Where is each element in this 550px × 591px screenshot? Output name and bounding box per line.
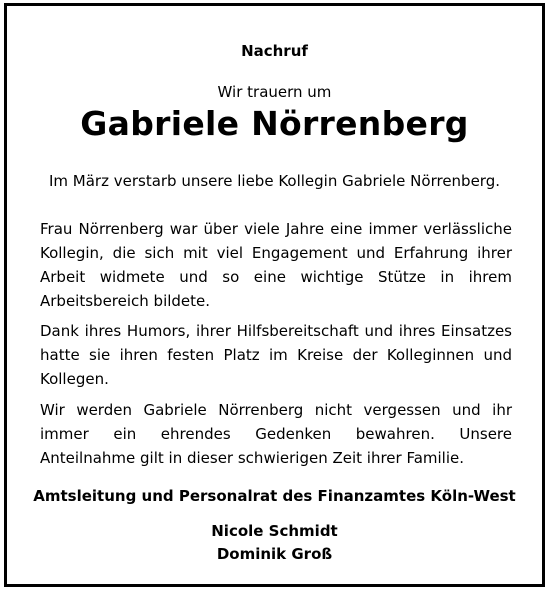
organization-line: Amtsleitung und Personalrat des Finanzamtes Köln-West — [33, 487, 516, 505]
lead-sentence: Im März verstarb unsere liebe Kollegin Gabriele Nörrenberg. — [48, 172, 500, 190]
intro-line: Wir trauern um — [217, 83, 332, 101]
paragraph-3: Wir werden Gabriele Nörrenberg nicht vergessen und ihr immer ein ehrendes Gedenken bewahren. Unsere Anteilnahme gilt in dieser schwierigen Zeit ihrer Familie. — [40, 401, 512, 467]
obituary-frame — [4, 3, 545, 587]
notice-label: Nachruf — [241, 42, 308, 60]
paragraph-1: Frau Nörrenberg war über viele Jahre eine immer verlässliche Kollegin, die sich mit viel Engagement und Erfahrung ihrer Arbeit widmete und so eine wichtige Stütze in ihrem Arbeitsbereich bildete. — [40, 220, 512, 310]
deceased-name: Gabriele Nörrenberg — [80, 104, 469, 143]
signatory-2: Dominik Groß — [216, 545, 333, 563]
signatory-1: Nicole Schmidt — [211, 522, 338, 540]
paragraph-2: Dank ihres Humors, ihrer Hilfsbereitschaft und ihres Einsatzes hatte sie ihren festen Platz im Kreise der Kolleginnen und Kollegen. — [40, 322, 512, 388]
